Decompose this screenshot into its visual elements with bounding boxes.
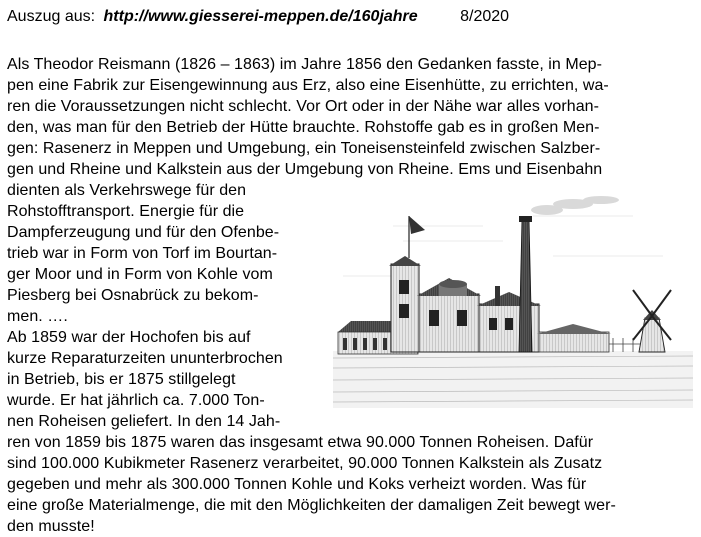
body-line: Als Theodor Reismann (1826 – 1863) im Jahre 1856 den Gedanken fasste, in Mep- xyxy=(7,56,603,73)
body-line: Dampferzeugung und für den Ofenbe- xyxy=(7,224,280,241)
body-line: Ab 1859 war der Hochofen bis auf xyxy=(7,329,251,346)
body-line: Rohstofftransport. Energie für die xyxy=(7,203,245,220)
body-line: dienten als Verkehrswege für den xyxy=(7,182,247,199)
body-line: ren die Voraussetzungen nicht schlecht. Vor Ort oder in der Nähe war alles vorhan- xyxy=(7,98,599,115)
body-line: kurze Reparaturzeiten ununterbrochen xyxy=(7,350,283,367)
body-line: nen Roheisen geliefert. In den 14 Jah- xyxy=(7,413,281,430)
body-line: trieb war in Form von Torf im Bourtan- xyxy=(7,245,278,262)
source-header xyxy=(7,7,509,27)
body-line: den, was man für den Betrieb der Hütte brauchte. Rohstoffe gab es in großen Men- xyxy=(7,119,600,136)
body-line: sind 100.000 Kubikmeter Rasenerz verarbeitet, 90.000 Tonnen Kalkstein als Zusatz xyxy=(7,455,603,472)
body-line: ren von 1859 bis 1875 waren das insgesamt etwa 90.000 Tonnen Roheisen. Dafür xyxy=(7,434,594,451)
body-line: wurde. Er hat jährlich ca. 7.000 Ton- xyxy=(7,392,265,409)
body-line: pen eine Fabrik zur Eisengewinnung aus Erz, also eine Eisenhütte, zu errichten, wa- xyxy=(7,77,609,94)
source-prefix: Auszug aus: xyxy=(7,8,96,25)
body-line: men. …. xyxy=(7,308,68,325)
ironworks-engraving xyxy=(333,186,693,408)
body-line: ger Moor und in Form von Kohle vom xyxy=(7,266,273,283)
body-line: gegeben und mehr als 300.000 Tonnen Kohle und Koks verheizt worden. Was für xyxy=(7,476,587,493)
source-url[interactable]: http://www.giesserei-meppen.de/160jahre xyxy=(103,8,418,25)
body-line: eine große Materialmenge, die mit den Möglichkeiten der damaligen Zeit bewegt wer- xyxy=(7,497,616,514)
body-line: in Betrieb, bis er 1875 stillgelegt xyxy=(7,371,236,388)
body-line: gen und Rheine und Kalkstein aus der Umgebung von Rheine. Ems und Eisenbahn xyxy=(7,161,603,178)
body-line: Piesberg bei Osnabrück zu bekom- xyxy=(7,287,259,304)
source-date: 8/2020 xyxy=(460,8,510,25)
body-line: den musste! xyxy=(7,518,95,535)
body-line: gen: Rasenerz in Meppen und Umgebung, ein Toneisensteinfeld zwischen Salzber- xyxy=(7,140,601,157)
